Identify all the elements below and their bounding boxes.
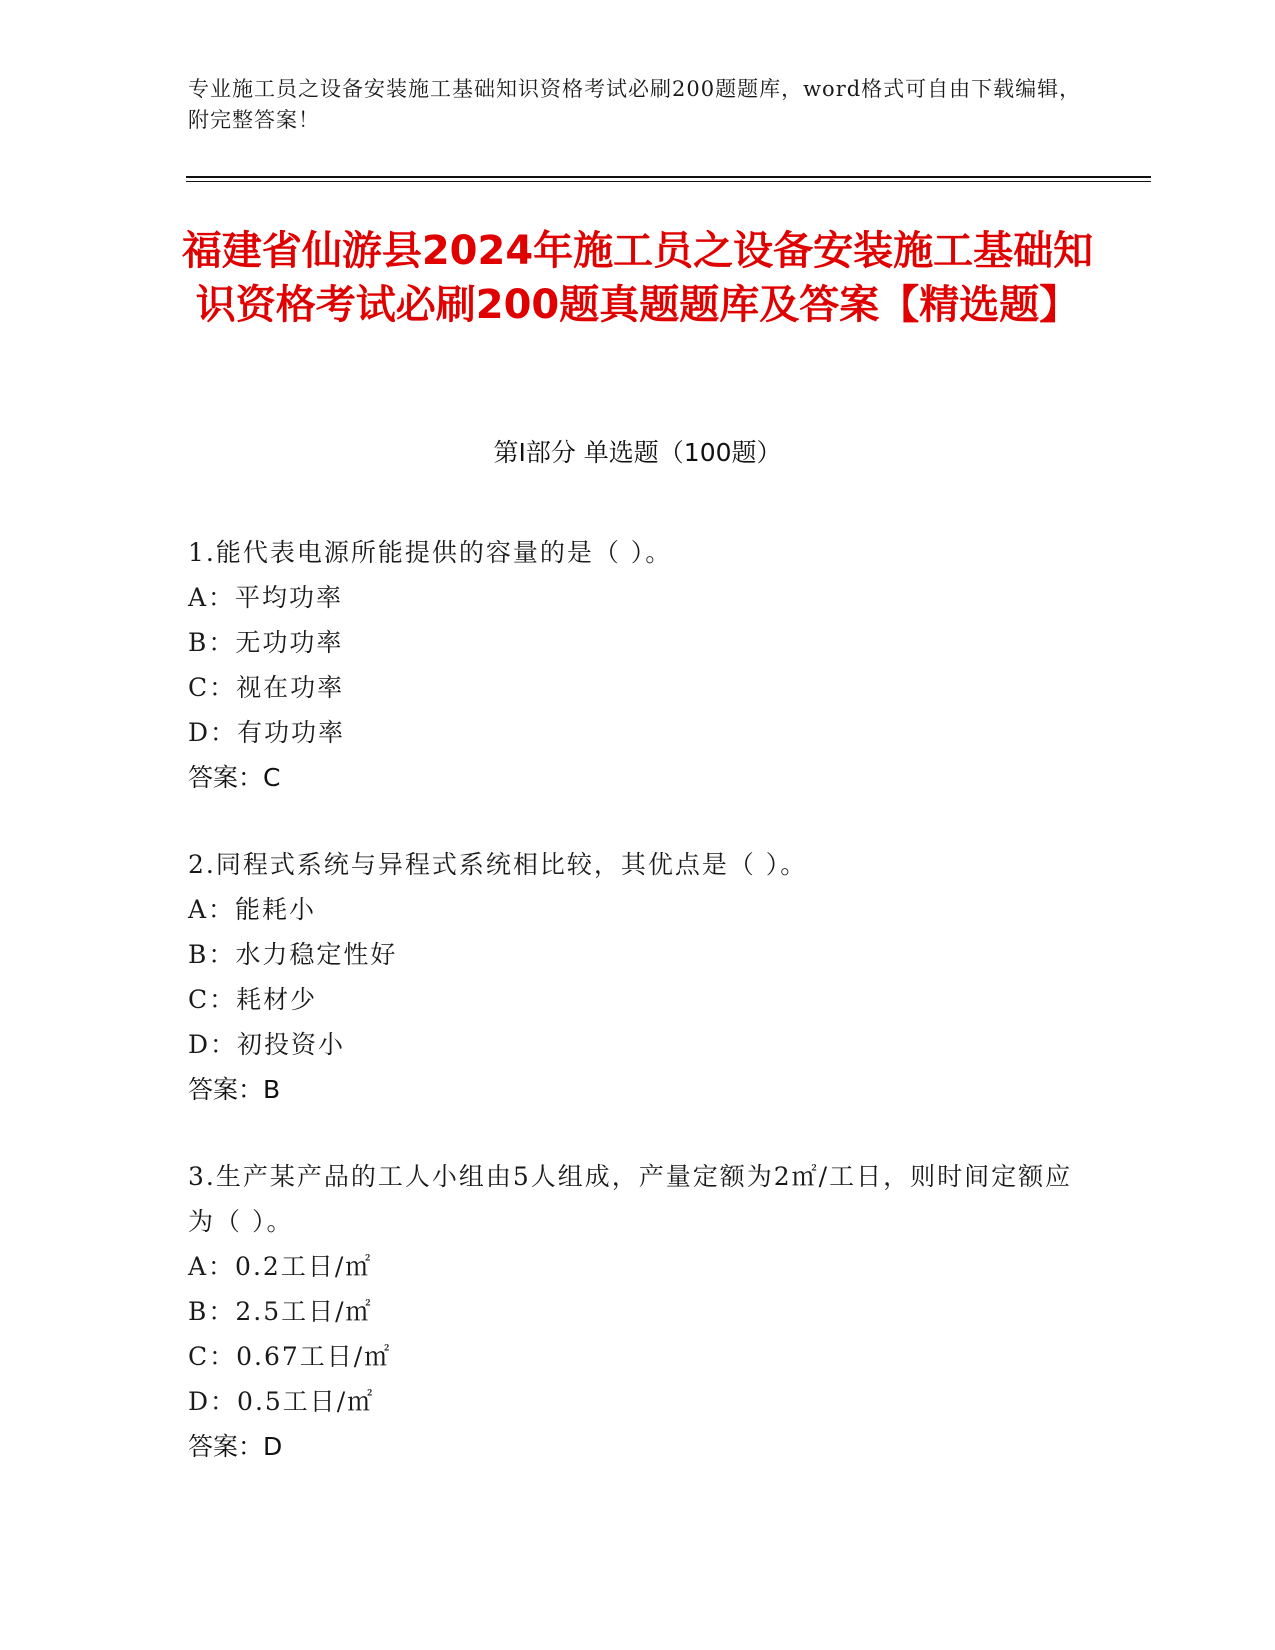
option-d: D：有功功率 <box>188 718 346 747</box>
answer-line: 答案：C <box>188 763 281 792</box>
section-title: 第I部分 单选题（100题） <box>493 438 782 467</box>
answer-line: 答案：D <box>188 1432 283 1461</box>
question-stem: 2.同程式系统与异程式系统相比较，其优点是（ ）。 <box>188 850 808 879</box>
question-item <box>188 1154 1088 1469</box>
question-item <box>188 842 1088 1112</box>
question-item <box>188 530 1088 800</box>
answer-line: 答案：B <box>188 1075 281 1104</box>
option-c: C：耗材少 <box>188 985 318 1014</box>
option-a: A：能耗小 <box>188 895 317 924</box>
option-a: A：0.2工日/㎡ <box>188 1252 373 1281</box>
question-list <box>188 530 1088 1511</box>
option-b: B：无功功率 <box>188 628 344 657</box>
header-divider-thin <box>186 181 1151 182</box>
option-b: B：2.5工日/㎡ <box>188 1297 373 1326</box>
option-b: B：水力稳定性好 <box>188 940 398 969</box>
option-c: C：视在功率 <box>188 673 345 702</box>
question-stem: 1.能代表电源所能提供的容量的是（ ）。 <box>188 538 673 567</box>
header-divider-thick <box>186 176 1151 178</box>
option-d: D：0.5工日/㎡ <box>188 1387 375 1416</box>
option-a: A：平均功率 <box>188 583 344 612</box>
document-title: 福建省仙游县2024年施工员之设备安装施工基础知识资格考试必刷200题真题题库及答案【精选题】 <box>181 228 1094 328</box>
question-stem: 3.生产某产品的工人小组由5人组成，产量定额为2㎡/工日，则时间定额应为（ ）。 <box>188 1162 1073 1236</box>
option-d: D：初投资小 <box>188 1030 346 1059</box>
header-note: 专业施工员之设备安装施工基础知识资格考试必刷200题题库，word格式可自由下载编辑，附完整答案！ <box>188 77 1082 132</box>
option-c: C：0.67工日/㎡ <box>188 1342 392 1371</box>
